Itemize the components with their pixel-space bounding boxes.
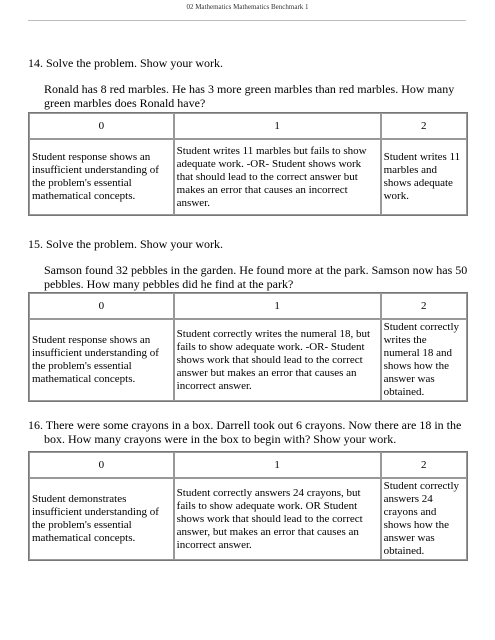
rubric-cell-2: Student correctly writes the numeral 18 and shows how the answer was obtained. [381, 319, 467, 401]
rubric-table-14 [28, 112, 468, 216]
rubric-row [29, 478, 467, 560]
rubric-cell-2: Student writes 11 marbles and shows adequate work. [381, 139, 467, 215]
question-15 [28, 237, 468, 291]
rubric-cell-1: Student writes 11 marbles but fails to show adequate work. -OR- Student shows work that should lead to the correct answer but makes an error that causes an incorrect answer. [174, 139, 381, 215]
score-1: 1 [174, 293, 381, 319]
rubric-row [29, 139, 467, 215]
rubric-cell-2: Student correctly answers 24 crayons and shows how the answer was obtained. [381, 478, 467, 560]
score-row [29, 293, 467, 319]
page-header: 02 Mathematics Mathematics Benchmark 1 [186, 3, 309, 11]
score-2: 2 [381, 113, 467, 139]
question-14-prompt: 14. Solve the problem. Show your work. [28, 56, 223, 70]
score-0: 0 [29, 293, 174, 319]
question-16-prompt: 16. There were some crayons in a box. Darrell took out 6 crayons. Now there are 18 in the box. How many crayons were in the box to begin with? Show your work. [28, 418, 462, 446]
question-15-prompt: 15. Solve the problem. Show your work. [28, 237, 223, 251]
score-1: 1 [174, 113, 381, 139]
score-2: 2 [381, 293, 467, 319]
question-15-body: Samson found 32 pebbles in the garden. He found more at the park. Samson now has 50 pebbles. How many pebbles did he find at the park? [44, 263, 468, 291]
question-14-body: Ronald has 8 red marbles. He has 3 more green marbles than red marbles. How many green marbles does Ronald have? [44, 82, 455, 110]
rubric-cell-0: Student demonstrates insufficient understanding of the problem's essential mathematical concepts. [29, 478, 174, 560]
score-0: 0 [29, 113, 174, 139]
score-2: 2 [381, 452, 467, 478]
question-16 [28, 418, 468, 446]
rubric-cell-1: Student correctly writes the numeral 18, but fails to show adequate work. -OR- Student shows work that should lead to the correct answer but makes an error that causes an incorrect answer. [174, 319, 381, 401]
header-divider [28, 20, 466, 21]
rubric-table-15 [28, 292, 468, 402]
score-row [29, 452, 467, 478]
rubric-cell-0: Student response shows an insufficient understanding of the problem's essential mathematical concepts. [29, 139, 174, 215]
score-row [29, 113, 467, 139]
rubric-cell-0: Student response shows an insufficient understanding of the problem's essential mathematical concepts. [29, 319, 174, 401]
rubric-table-16 [28, 451, 468, 561]
rubric-cell-1: Student correctly answers 24 crayons, but fails to show adequate work. OR Student shows work that should lead to the correct answer, but makes an error that causes an incorrect answer. [174, 478, 381, 560]
score-1: 1 [174, 452, 381, 478]
rubric-row [29, 319, 467, 401]
score-0: 0 [29, 452, 174, 478]
question-14 [28, 56, 468, 110]
